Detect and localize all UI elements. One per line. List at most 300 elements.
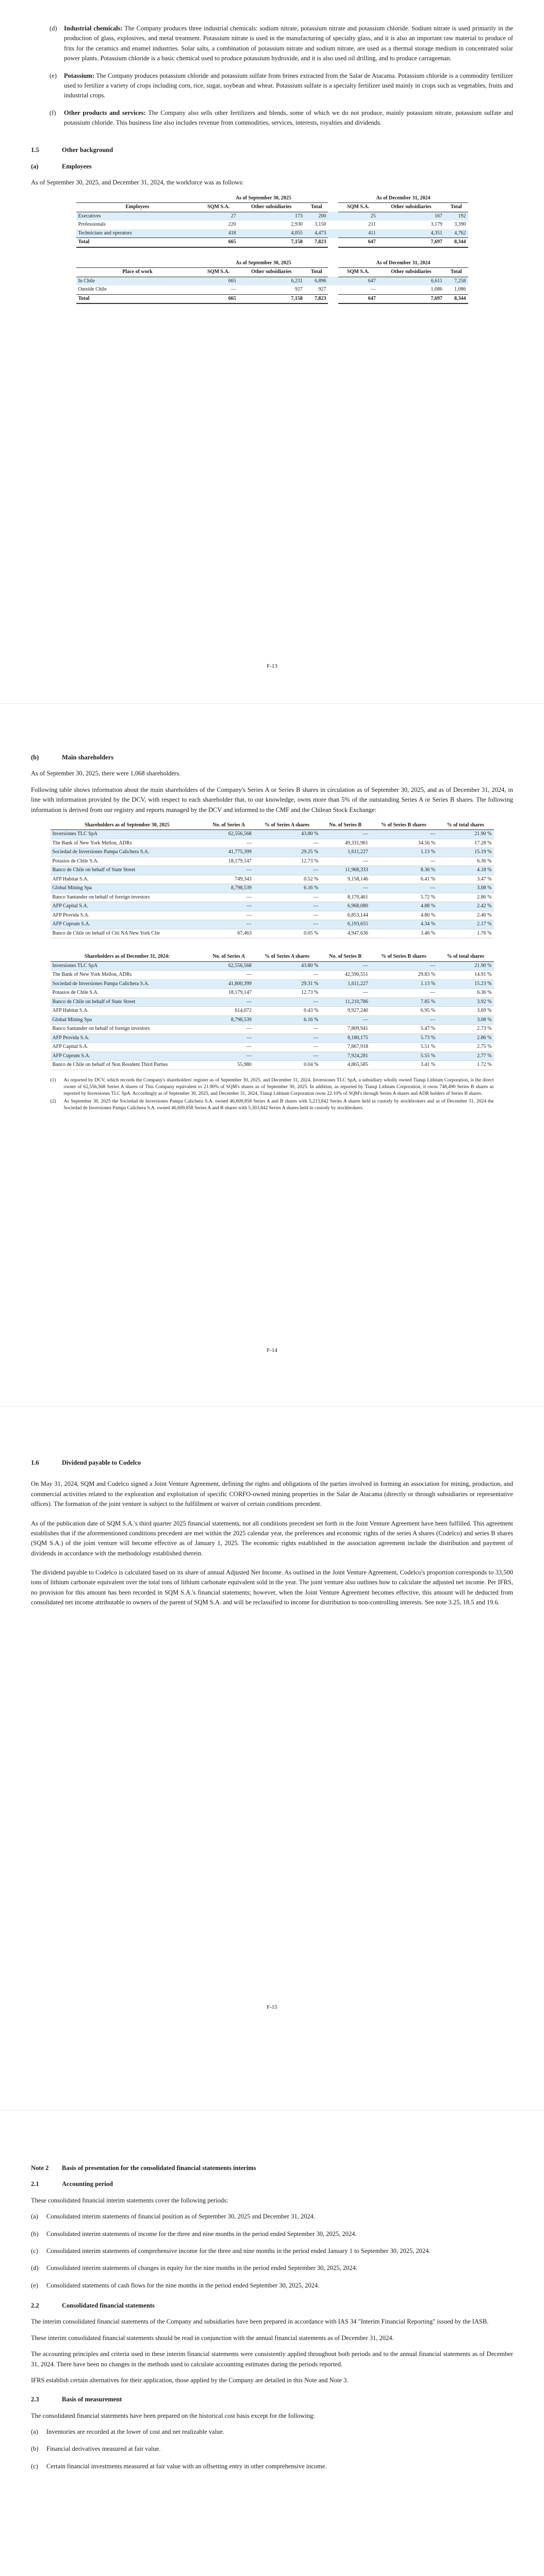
cell-value: 6,231 xyxy=(238,277,305,285)
cell-value: — xyxy=(204,1033,254,1043)
cell-value: 21.90 % xyxy=(437,961,493,971)
cell-value: — xyxy=(204,839,254,848)
total-value: 7,158 xyxy=(238,294,305,303)
item-marker: (a) xyxy=(31,2213,38,2221)
period-header: As of December 31, 2024 xyxy=(338,259,468,268)
cell-value: 1,611,227 xyxy=(320,848,370,857)
cell-value: 1.76 % xyxy=(437,929,493,938)
cell-value: 5.73 % xyxy=(370,1033,437,1043)
table-row xyxy=(51,1043,494,1052)
section-title: Consolidated financial statements xyxy=(62,2302,155,2309)
cell-value: 43.80 % xyxy=(254,961,320,971)
header-group-row xyxy=(76,259,468,268)
row-label: Executives xyxy=(76,212,199,221)
spacer xyxy=(328,238,338,247)
column-header: SQM S.A. xyxy=(199,203,238,212)
cell-value: — xyxy=(254,902,320,911)
cell-value: 2.73 % xyxy=(437,1025,493,1034)
cell-value: 0.52 % xyxy=(254,875,320,884)
cell-value: 43.80 % xyxy=(254,830,320,839)
shareholder-name: Potasios de Chile S.A. xyxy=(51,857,204,866)
item-marker: (f) xyxy=(50,109,56,116)
spacer xyxy=(328,194,338,203)
shareholder-name: Global Mining Spa xyxy=(51,884,204,893)
table-row xyxy=(76,229,468,238)
column-header-row xyxy=(76,268,468,277)
item-content xyxy=(64,24,513,64)
cell-value: 18,179,147 xyxy=(204,857,254,866)
cell-value: 29.83 % xyxy=(370,971,437,980)
cell-value: 3,390 xyxy=(454,222,466,227)
total-label: Total xyxy=(76,238,199,247)
cell-value: 42,590,551 xyxy=(320,971,370,980)
section-title: Basis of measurement xyxy=(62,2396,122,2403)
table-row xyxy=(51,1015,494,1025)
business-line-item xyxy=(50,24,513,64)
cell-value: — xyxy=(254,971,320,980)
total-value: 647 xyxy=(338,238,377,247)
shareholder-name: Banco de Chile on behalf of State Street xyxy=(51,997,204,1007)
cell-value: 1,086 xyxy=(431,286,442,292)
section-heading-2-1 xyxy=(31,2179,513,2189)
item-text: Consolidated interim statements of changes in equity for the nine months in the period ended September 30, 2025, 2024. xyxy=(46,2264,358,2272)
cell-value: — xyxy=(370,286,376,292)
place-of-work-table xyxy=(76,259,468,304)
shareholder-name: AFP Capital S.A. xyxy=(51,902,204,911)
cell-value: 3,179 xyxy=(431,222,442,227)
table-row xyxy=(51,902,494,911)
shareholder-name: Global Mining Spa xyxy=(51,1015,204,1025)
total-value: 7,697 xyxy=(378,294,444,303)
cell-value: 6.36 % xyxy=(437,989,493,998)
consolidated-statements-text xyxy=(31,2317,513,2385)
cell-value: 2.40 % xyxy=(437,911,493,920)
shareholder-name: AFP Habitat S.A. xyxy=(51,875,204,884)
spacer xyxy=(328,277,338,285)
spacer xyxy=(328,285,338,294)
codelco-dividend-text xyxy=(31,1479,513,1607)
table-row xyxy=(51,1061,494,1070)
cell-value: 1.72 % xyxy=(437,1061,493,1070)
cell-value: 3.69 % xyxy=(437,1007,493,1016)
column-header-row xyxy=(51,953,494,961)
cell-value: 7.85 % xyxy=(370,997,437,1007)
subsection-heading-employees xyxy=(31,162,513,172)
period-header: As of September 30, 2025 xyxy=(199,259,328,268)
cell-value: 2,930 xyxy=(291,222,303,227)
shareholder-name: AFP Provida S.A. xyxy=(51,911,204,920)
cell-value: — xyxy=(320,1015,370,1025)
table-row xyxy=(51,920,494,929)
cell-value: — xyxy=(370,857,437,866)
item-text: The Company produces potassium chloride and potassium sulfate from brines extracted from the Salar de Atacama. Potassium chloride is a commodity fertilizer used to fertilize a variety of crops including corn, rice, sugar, soybean and wheat. Potassium sulfate is a specialty fertilizer used mainly in crops such as vegetables, fruits and industrial crops. xyxy=(64,72,513,99)
row-label: Technicians and operators xyxy=(76,229,199,238)
column-header: Other subsidiaries xyxy=(238,203,305,212)
table-row xyxy=(51,884,494,893)
section-number: 1.5 xyxy=(31,146,39,154)
cell-value: 12.73 % xyxy=(254,857,320,866)
cell-value: — xyxy=(254,997,320,1007)
cell-value: — xyxy=(230,286,236,292)
cell-value: 12.73 % xyxy=(254,989,320,998)
blank-header xyxy=(76,259,199,268)
cell-value: 15.19 % xyxy=(437,848,493,857)
shareholder-footnotes xyxy=(51,1077,494,1112)
section-heading-1-5 xyxy=(31,145,513,155)
cell-value: 5.51 % xyxy=(370,1043,437,1052)
shareholder-name: The Bank of New York Mellon, ADRs xyxy=(51,839,204,848)
cell-value: 173 xyxy=(238,212,305,221)
total-value: 665 xyxy=(199,238,238,247)
period-item xyxy=(31,2246,513,2256)
section-heading-2-3 xyxy=(31,2395,513,2404)
item-content xyxy=(64,108,513,128)
page-f15 xyxy=(0,1406,544,2110)
total-value: 647 xyxy=(338,294,377,303)
section-title: Dividend payable to Codelco xyxy=(62,1459,141,1466)
column-header: No. of Series B xyxy=(320,953,370,961)
cell-value: 15.23 % xyxy=(437,979,493,989)
item-text: Consolidated statements of cash flows for the nine months in the period ended September 30, 2025, 2024. xyxy=(46,2281,320,2289)
section-number: 2.3 xyxy=(31,2396,39,2403)
item-marker: (d) xyxy=(31,2264,39,2272)
cell-value: 6.36 % xyxy=(437,857,493,866)
cell-value: 665 xyxy=(199,277,238,285)
cell-value: 7,867,918 xyxy=(320,1043,370,1052)
cell-value: 3,150 xyxy=(314,222,326,227)
paragraph: On May 31, 2024, SQM and Codelco signed a Joint Venture Agreement, defining the rights and obligations of the parties involved in forming an association for mining, production, and commercial activities related to the exploration and exploitation of specific CORFO-owned mining properties in the Salar de Atacama (directly or through subsidiaries or representative offices). The formation of the joint venture is subject to the fulfillment or waiver of certain conditions precedent. xyxy=(31,1480,513,1508)
shareholder-count: As of September 30, 2025, there were 1,068 shareholders. xyxy=(31,770,181,777)
cell-value: — xyxy=(370,989,437,998)
measurement-item xyxy=(31,2427,513,2437)
cell-value: 8,798,539 xyxy=(204,1015,254,1025)
cell-value: 8,798,539 xyxy=(204,884,254,893)
cell-value: 29.31 % xyxy=(254,979,320,989)
cell-value: 4,351 xyxy=(378,229,444,238)
cell-value: — xyxy=(370,961,437,971)
column-header: % of Series A shares xyxy=(254,821,320,830)
shareholder-header: Shareholders as of September 30, 2025 xyxy=(51,821,204,830)
column-header: SQM S.A. xyxy=(338,203,377,212)
total-row xyxy=(76,238,468,247)
paragraph: The interim consolidated financial statements of the Company and subsidiaries have been prepared in accordance with IAS 34 "Interim Financial Reporting" issued by the IASB. xyxy=(31,2318,489,2326)
cell-value: — xyxy=(254,839,320,848)
note-title: Basis of presentation for the consolidated financial statements interims xyxy=(62,2164,256,2172)
item-text: Inventories are recorded at the lower of cost and net realizable value. xyxy=(46,2428,224,2435)
spacer xyxy=(328,259,338,268)
cell-value: 8,180,175 xyxy=(320,1033,370,1043)
subsection-title: Main shareholders xyxy=(62,754,114,761)
periods-list xyxy=(31,2212,513,2291)
footnote-marker: (2) xyxy=(50,1099,56,1105)
cell-value: 0.04 % xyxy=(254,1061,320,1070)
cell-value: — xyxy=(204,1025,254,1034)
spacer xyxy=(328,268,338,277)
cell-value: 5.47 % xyxy=(370,1025,437,1034)
table-row xyxy=(76,285,468,294)
cell-value: — xyxy=(254,1043,320,1052)
total-label: Total xyxy=(76,294,199,303)
shareholder-name: Banco de Chile on behalf of State Street xyxy=(51,866,204,875)
table-row xyxy=(51,911,494,920)
cell-value: 7,809,941 xyxy=(320,1025,370,1034)
paragraph: The accounting principles and criteria used in these interim financial statements were consistently applied throughout both periods and to the annual financial statements as of December 31, 2024. There have been no changes in the methods used to calculate accounting estimates during the periods reported. xyxy=(31,2350,513,2368)
cell-value: 418 xyxy=(199,229,238,238)
total-value: 8,344 xyxy=(444,238,468,247)
total-value: 8,344 xyxy=(444,294,468,303)
column-header: % of total shares xyxy=(437,821,493,830)
cell-value: 62,556,568 xyxy=(204,830,254,839)
blank-header xyxy=(76,194,199,203)
footnote xyxy=(51,1077,494,1097)
cell-value: — xyxy=(204,971,254,980)
cell-value: 4,055 xyxy=(238,229,305,238)
table-row xyxy=(76,221,468,229)
spacer xyxy=(328,212,338,221)
item-text: The Company also sells other fertilizers and blends, some of which we do not produce, mainly potassium nitrate, potassium sulfate and potassium chloride. This business line also includes revenue from commodities, services, interests, royalties and dividends. xyxy=(64,109,513,126)
cell-value: 200 xyxy=(305,212,328,221)
cell-value: 1.13 % xyxy=(370,979,437,989)
column-header: SQM S.A. xyxy=(338,268,377,277)
cell-value: — xyxy=(320,989,370,998)
cell-value: 3.08 % xyxy=(437,884,493,893)
column-header: % of Series B shares xyxy=(370,821,437,830)
item-marker: (b) xyxy=(31,2445,39,2453)
cell-value: 4.88 % xyxy=(370,902,437,911)
cell-value: 2.17 % xyxy=(437,920,493,929)
employees-table xyxy=(76,194,468,248)
note-heading xyxy=(31,2163,513,2173)
table-row xyxy=(51,1007,494,1016)
total-value: 7,697 xyxy=(378,238,444,247)
shareholder-name: Sociedad de Inversiones Pampa Calichera S.A. xyxy=(51,979,204,989)
cell-value: 6.16 % xyxy=(254,884,320,893)
shareholder-name: Banco Santander on behalf of foreign investors xyxy=(51,1025,204,1034)
table-row xyxy=(51,893,494,902)
cell-value: 25 xyxy=(338,212,377,221)
item-text: Consolidated interim statements of income for the three and nine months in the period ended September 30, 2025, 2024. xyxy=(46,2230,357,2238)
item-title: Potassium: xyxy=(64,72,95,79)
paragraph: The dividend payable to Codelco is calculated based on its share of annual Adjusted Net Income. As outlined in the Joint Venture Agreement, Codelco's proportion corresponds to 33,500 tons of lithium carbonate equivalent over the total tons of lithium carbonate equivalent sold in the year. The joint venture also outlines how to calculate the adjusted net income. Per IFRS, no provision for this amount has been recorded in SQM S.A.'s financial statements; however, when the Joint Venture Agreement becomes effective, this amount will be deducted from consolidated net income attributable to owners of the parent of SQM S.A. and will be reclassified to income for distribution to non-controlling interests. See note 3.25, 18.5 and 19.6. xyxy=(31,1569,513,1606)
cell-value: 0.05 % xyxy=(254,929,320,938)
measurement-intro: The consolidated financial statements have been prepared on the historical cost basis except for the following: xyxy=(31,2412,315,2419)
period-item xyxy=(31,2229,513,2239)
shareholder-name: Banco de Chile on behalf of Citi NA New York Clie xyxy=(51,929,204,938)
table-row xyxy=(51,971,494,980)
table-row xyxy=(51,929,494,938)
cell-value: — xyxy=(320,961,370,971)
item-text: Consolidated interim statements of financial position as of September 30, 2025 and December 31, 2024. xyxy=(46,2213,316,2221)
section-heading-2-2 xyxy=(31,2301,513,2311)
cell-value: 749,343 xyxy=(204,875,254,884)
cell-value: 4,762 xyxy=(444,229,468,238)
column-header: Total xyxy=(305,268,328,277)
table-row xyxy=(51,1052,494,1061)
shareholder-name: Potasios de Chile S.A. xyxy=(51,989,204,998)
cell-value: 49,331,961 xyxy=(320,839,370,848)
note-number: Note 2 xyxy=(31,2164,49,2172)
periods-intro: These consolidated financial interim statements cover the following periods: xyxy=(31,2196,228,2204)
period-item xyxy=(31,2263,513,2273)
cell-value: — xyxy=(204,997,254,1007)
column-header: % of Series A shares xyxy=(254,953,320,961)
shareholder-name: AFP Capital S.A. xyxy=(51,1043,204,1052)
cell-value: — xyxy=(254,1025,320,1034)
column-header: Other subsidiaries xyxy=(378,268,444,277)
column-header-row xyxy=(51,821,494,830)
cell-value: 3.08 % xyxy=(437,1015,493,1025)
cell-value: 55,980 xyxy=(204,1061,254,1070)
cell-value: 5.55 % xyxy=(370,1052,437,1061)
cell-value: 6,611 xyxy=(378,277,444,285)
item-marker: (b) xyxy=(31,2230,39,2238)
cell-value: 3.92 % xyxy=(437,997,493,1007)
item-text: Certain financial investments measured at fair value with an offsetting entry in other comprehensive income. xyxy=(46,2462,327,2470)
page-f16 xyxy=(0,2110,544,2576)
cell-value: 6.95 % xyxy=(370,1007,437,1016)
total-value: 665 xyxy=(199,294,238,303)
spacer xyxy=(328,203,338,212)
cell-value: 67,463 xyxy=(204,929,254,938)
column-header: SQM S.A. xyxy=(199,268,238,277)
page-number: F-13 xyxy=(267,663,277,669)
shareholder-name: AFP Cuprum S.A. xyxy=(51,920,204,929)
page-f14 xyxy=(0,703,544,1406)
column-header: % of total shares xyxy=(437,953,493,961)
item-text: Consolidated interim statements of comprehensive income for the three and nine months in the period ended January 1 to September 30, 2025, 2024. xyxy=(46,2247,431,2255)
subsection-marker: (b) xyxy=(31,754,39,761)
table-row xyxy=(51,839,494,848)
item-title: Other products and services: xyxy=(64,109,146,116)
cell-value: 927 xyxy=(294,286,303,292)
cell-value: — xyxy=(204,1043,254,1052)
measurement-item xyxy=(31,2462,513,2471)
column-header: Total xyxy=(444,268,468,277)
header-group-row xyxy=(76,194,468,203)
page-f13 xyxy=(0,0,544,703)
cell-value: 2.75 % xyxy=(437,1043,493,1052)
cell-value: — xyxy=(204,893,254,902)
table-row xyxy=(51,875,494,884)
cell-value: — xyxy=(204,902,254,911)
cell-value: 5.72 % xyxy=(370,893,437,902)
cell-value: 7,924,281 xyxy=(320,1052,370,1061)
paragraph: IFRS establish certain alternatives for their application, those applied by the Company are detailed in this Note and Note 3. xyxy=(31,2376,349,2384)
table-row xyxy=(51,866,494,875)
column-header: Other subsidiaries xyxy=(238,268,305,277)
cell-value: 14.91 % xyxy=(437,971,493,980)
item-marker: (c) xyxy=(31,2462,38,2470)
cell-value: 11,968,333 xyxy=(320,866,370,875)
table-row xyxy=(51,989,494,998)
cell-value: 4,947,636 xyxy=(320,929,370,938)
shareholder-name: AFP Cuprum S.A. xyxy=(51,1052,204,1061)
footnote-marker: (1) xyxy=(50,1077,56,1083)
cell-value: — xyxy=(254,893,320,902)
cell-value: 8.36 % xyxy=(370,866,437,875)
business-line-item xyxy=(50,108,513,128)
total-value: 7,823 xyxy=(305,238,328,247)
total-row xyxy=(76,294,468,303)
cell-value: 2.42 % xyxy=(437,902,493,911)
cell-value: 6,193,655 xyxy=(320,920,370,929)
table-row xyxy=(76,212,468,221)
cell-value: 34.56 % xyxy=(370,839,437,848)
shareholder-name: Banco de Chile on behalf of Non Resident Third Parties xyxy=(51,1061,204,1070)
shareholder-header: Shareholders as of December 31, 2024: xyxy=(51,953,204,961)
footnote xyxy=(51,1098,494,1112)
cell-value: 2.77 % xyxy=(437,1052,493,1061)
shareholder-name: AFP Provida S.A. xyxy=(51,1033,204,1043)
cell-value: 9,927,240 xyxy=(320,1007,370,1016)
cell-value: 2.86 % xyxy=(437,1033,493,1043)
section-number: 2.1 xyxy=(31,2180,39,2188)
cell-value: 6.41 % xyxy=(370,875,437,884)
cell-value: 6,896 xyxy=(305,277,328,285)
item-text: Financial derivatives measured at fair value. xyxy=(46,2445,161,2453)
period-header: As of September 30, 2025 xyxy=(199,194,328,203)
cell-value: — xyxy=(254,1052,320,1061)
cell-value: 4,865,585 xyxy=(320,1061,370,1070)
table-row xyxy=(51,848,494,857)
item-marker: (e) xyxy=(50,72,57,79)
shareholders-2024-table xyxy=(51,953,494,1070)
row-header: Employees xyxy=(76,203,199,212)
cell-value: 3.41 % xyxy=(370,1061,437,1070)
cell-value: 9,158,146 xyxy=(320,875,370,884)
cell-value: — xyxy=(254,1033,320,1043)
section-heading-1-6 xyxy=(31,1458,513,1468)
cell-value: 4.34 % xyxy=(370,920,437,929)
column-header: No. of Series B xyxy=(320,821,370,830)
cell-value: — xyxy=(254,911,320,920)
item-marker: (e) xyxy=(31,2281,38,2289)
cell-value: 167 xyxy=(378,212,444,221)
footnote-text: As reported by DCV, which records the Company's shareholders' register as of September 30, 2025, and December 31, 2024, Inversiones TLC SpA, a subsidiary wholly owned Tianqi Lithium Corporation, is the direct owner of 62,556,568 Series A shares of This Company equivalent to 21.90% of SQM's shares as of September 30, 2025. In addition, as reported by Tianqi Lithium Corporation, it owns 748,490 Series B shares as reported by Inversiones TLC SpA. Accordingly as of September 30, 2025, and December 31, 2024, Tianqi Lithium Corporation owns 22.10% of SQM's through Series A shares and ADR holders of Series B shares. xyxy=(63,1077,494,1096)
column-header: Total xyxy=(444,203,468,212)
column-header: No. of Series A xyxy=(204,821,254,830)
cell-value: 3.47 % xyxy=(437,875,493,884)
item-marker: (c) xyxy=(31,2247,38,2255)
cell-value: 62,556,568 xyxy=(204,961,254,971)
paragraph: As of the publication date of SQM S.A.'s third quarter 2025 financial statements, not all conditions precedent set forth in the Joint Venture Agreement have been fulfilled. This agreement establishes that if the aforementioned conditions precedent are met within the 2025 calendar year, the preferences and economic rights of the series A shares (Codelco) and series B shares (SQM S.A.) of the joint venture will become effective as of January 1, 2025. The economic rights established in the association agreement include the distribution and payment of dividends in accordance with the methodology established therein. xyxy=(31,1519,513,1557)
cell-value: 17.28 % xyxy=(437,839,493,848)
cell-value: 41,800,399 xyxy=(204,979,254,989)
cell-value: — xyxy=(370,1015,437,1025)
cell-value: — xyxy=(370,884,437,893)
subsection-title: Employees xyxy=(62,162,92,170)
shareholder-intro: Following table shows information about the main shareholders of the Company's Series A or Series B shares in circulation as of September 30, 2025, and as of December 31, 2024, in line with information provided by the DCV, with respect to each shareholder that, to our knowledge, owns more than 5% of the outstanding Series A or Series B shares. The following information is derived from our registry and reports managed by the DCV and informed to the CMF and the Chilean Stock Exchange: xyxy=(31,786,513,814)
cell-value: 0.43 % xyxy=(254,1007,320,1016)
page-number: F-14 xyxy=(267,1347,277,1353)
cell-value: — xyxy=(370,830,437,839)
item-title: Industrial chemicals: xyxy=(64,25,123,32)
cell-value: — xyxy=(320,830,370,839)
cell-value: 211 xyxy=(368,222,376,227)
shareholder-name: AFP Habitat S.A. xyxy=(51,1007,204,1016)
table-row xyxy=(51,997,494,1007)
page-number: F-15 xyxy=(267,2004,277,2010)
spacer xyxy=(328,229,338,238)
cell-value: 614,072 xyxy=(204,1007,254,1016)
cell-value: 411 xyxy=(338,229,377,238)
cell-value: 647 xyxy=(338,277,377,285)
period-item xyxy=(31,2212,513,2222)
shareholder-name: Inversiones TLC SpA xyxy=(51,830,204,839)
section-title: Other background xyxy=(62,146,113,154)
cell-value: — xyxy=(254,866,320,875)
row-label: In Chile xyxy=(76,277,199,285)
